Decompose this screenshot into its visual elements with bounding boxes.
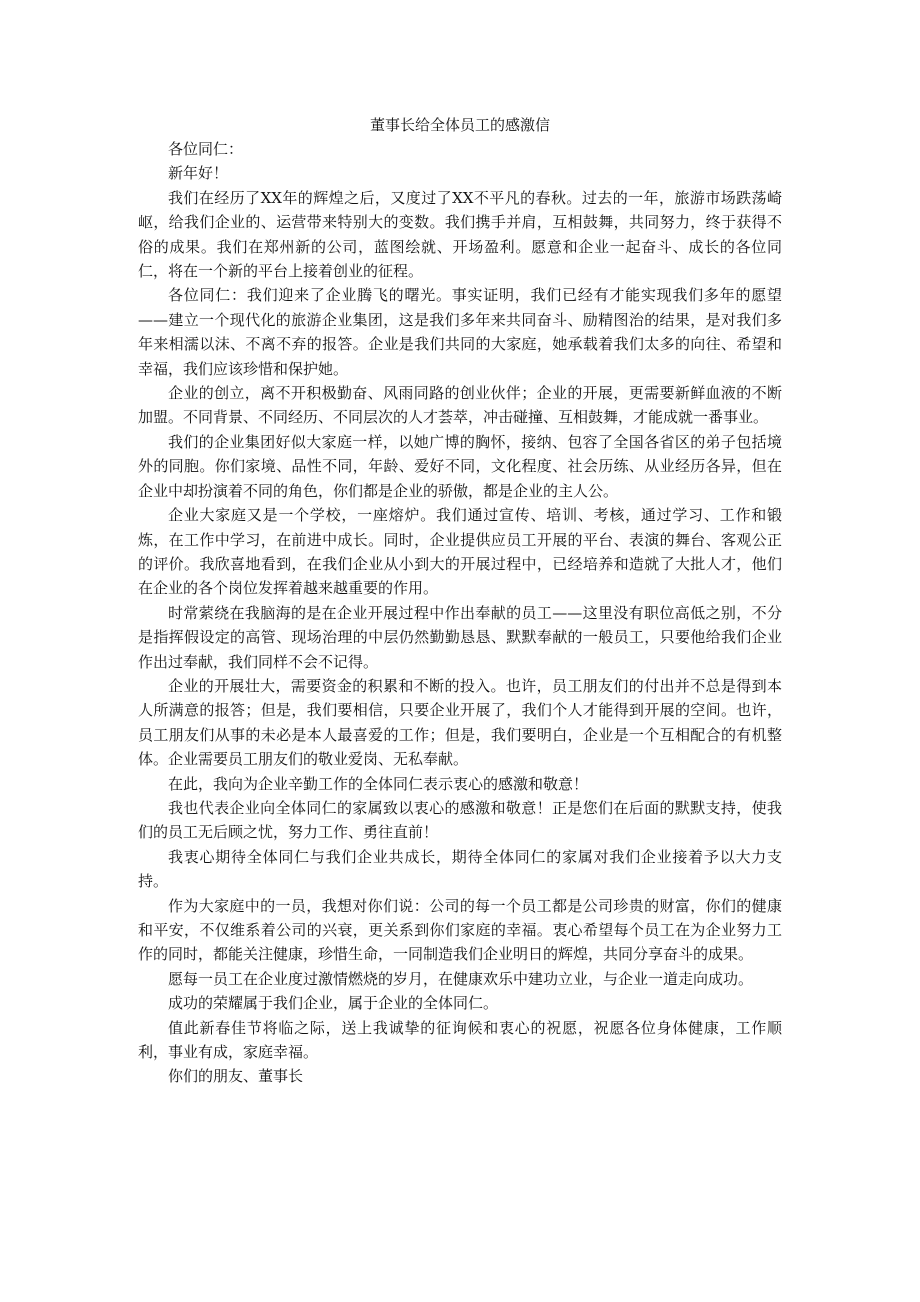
body-paragraph-4: 我们的企业集团好似大家庭一样，以她广博的胸怀，接纳、包容了全国各省区的弟子包括境外的同胞。你们家境、品性不同，年龄、爱好不同，文化程度、社会历练、从业经历各异，但在企业中却扮演着不同的角色，你们都是企业的骄傲，都是企业的主人公。 — [138, 432, 782, 500]
body-paragraph-5: 企业大家庭又是一个学校，一座熔炉。我们通过宣传、培训、考核，通过学习、工作和锻炼，在工作中学习，在前进中成长。同时，企业提供应员工开展的平台、表演的舞台、客观公正的评价。我欣喜地看到，在我们企业从小到大的开展过程中，已经培养和造就了大批人才，他们在企业的各个岗位发挥着越来越重要的作用。 — [138, 506, 782, 598]
body-paragraph-12: 愿每一员工在企业度过激情燃烧的岁月，在健康欢乐中建功立业，与企业一道走向成功。 — [168, 969, 754, 988]
body-paragraph-13: 成功的荣耀属于我们企业，属于企业的全体同仁。 — [168, 994, 499, 1013]
body-paragraph-14: 值此新春佳节将临之际，送上我诚挚的征询候和衷心的祝愿，祝愿各位身体健康，工作顺利，事业有成，家庭幸福。 — [138, 1018, 782, 1062]
body-paragraph-2: 各位同仁：我们迎来了企业腾飞的曙光。事实证明，我们已经有才能实现我们多年的愿望——建立一个现代化的旅游企业集团，这是我们多年来共同奋斗、励精图治的结果，是对我们多年来相濡以沫、不离不弃的报答。企业是我们共同的大家庭，她承载着我们太多的向往、希望和幸福，我们应该珍惜和保护她。 — [138, 286, 782, 378]
letter-page — [138, 113, 782, 1089]
body-paragraph-6: 时常萦绕在我脑海的是在企业开展过程中作出奉献的员工——这里没有职位高低之别，不分是指挥假设定的高管、现场治理的中层仍然勤勤恳恳、默默奉献的一般员工，只要他给我们企业作出过奉献，我们同样不会不记得。 — [138, 603, 782, 671]
signature: 你们的朋友、董事长 — [168, 1067, 304, 1086]
body-paragraph-9: 我也代表企业向全体同仁的家属致以衷心的感激和敬意！正是您们在后面的默默支持，使我们的员工无后顾之忧，努力工作、勇往直前！ — [138, 798, 782, 842]
body-paragraph-11: 作为大家庭中的一员，我想对你们说：公司的每一个员工都是公司珍贵的财富，你们的健康和平安，不仅维系着公司的兴衰，更关系到你们家庭的幸福。衷心希望每个员工在为企业努力工作的同时，都能关注健康，珍惜生命，一同制造我们企业明日的辉煌，共同分享奋斗的成果。 — [138, 896, 782, 964]
greeting: 新年好！ — [168, 164, 229, 183]
body-paragraph-10: 我衷心期待全体同仁与我们企业共成长，期待全体同仁的家属对我们企业接着予以大力支持。 — [138, 847, 782, 891]
body-paragraph-1: 我们在经历了XX年的辉煌之后，又度过了XX不平凡的春秋。过去的一年，旅游市场跌荡崎岖，给我们企业的、运营带来特别大的变数。我们携手并肩，互相鼓舞，共同努力，终于获得不俗的成果。我们在郑州新的公司，蓝图绘就、开场盈利。愿意和企业一起奋斗、成长的各位同仁，将在一个新的平台上接着创业的征程。 — [138, 188, 782, 281]
letter-title: 董事长给全体员工的感激信 — [369, 116, 550, 134]
body-paragraph-8: 在此，我向为企业辛勤工作的全体同仁表示衷心的感激和敬意！ — [168, 774, 589, 793]
salutation: 各位同仁： — [168, 140, 244, 158]
body-paragraph-7: 企业的开展壮大，需要资金的积累和不断的投入。也许，员工朋友们的付出并不总是得到本人所满意的报答；但是，我们要相信，只要企业开展了，我们个人才能得到开展的空间。也许，员工朋友们从事的未必是本人最喜爱的工作；但是，我们要明白，企业是一个互相配合的有机整体。企业需要员工朋友们的敬业爱岗、无私奉献。 — [138, 676, 782, 769]
body-paragraph-3: 企业的创立，离不开积极勤奋、风雨同路的创业伙伴；企业的开展，更需要新鲜血液的不断加盟。不同背景、不同经历、不同层次的人才荟萃，冲击碰撞、互相鼓舞，才能成就一番事业。 — [138, 384, 782, 427]
